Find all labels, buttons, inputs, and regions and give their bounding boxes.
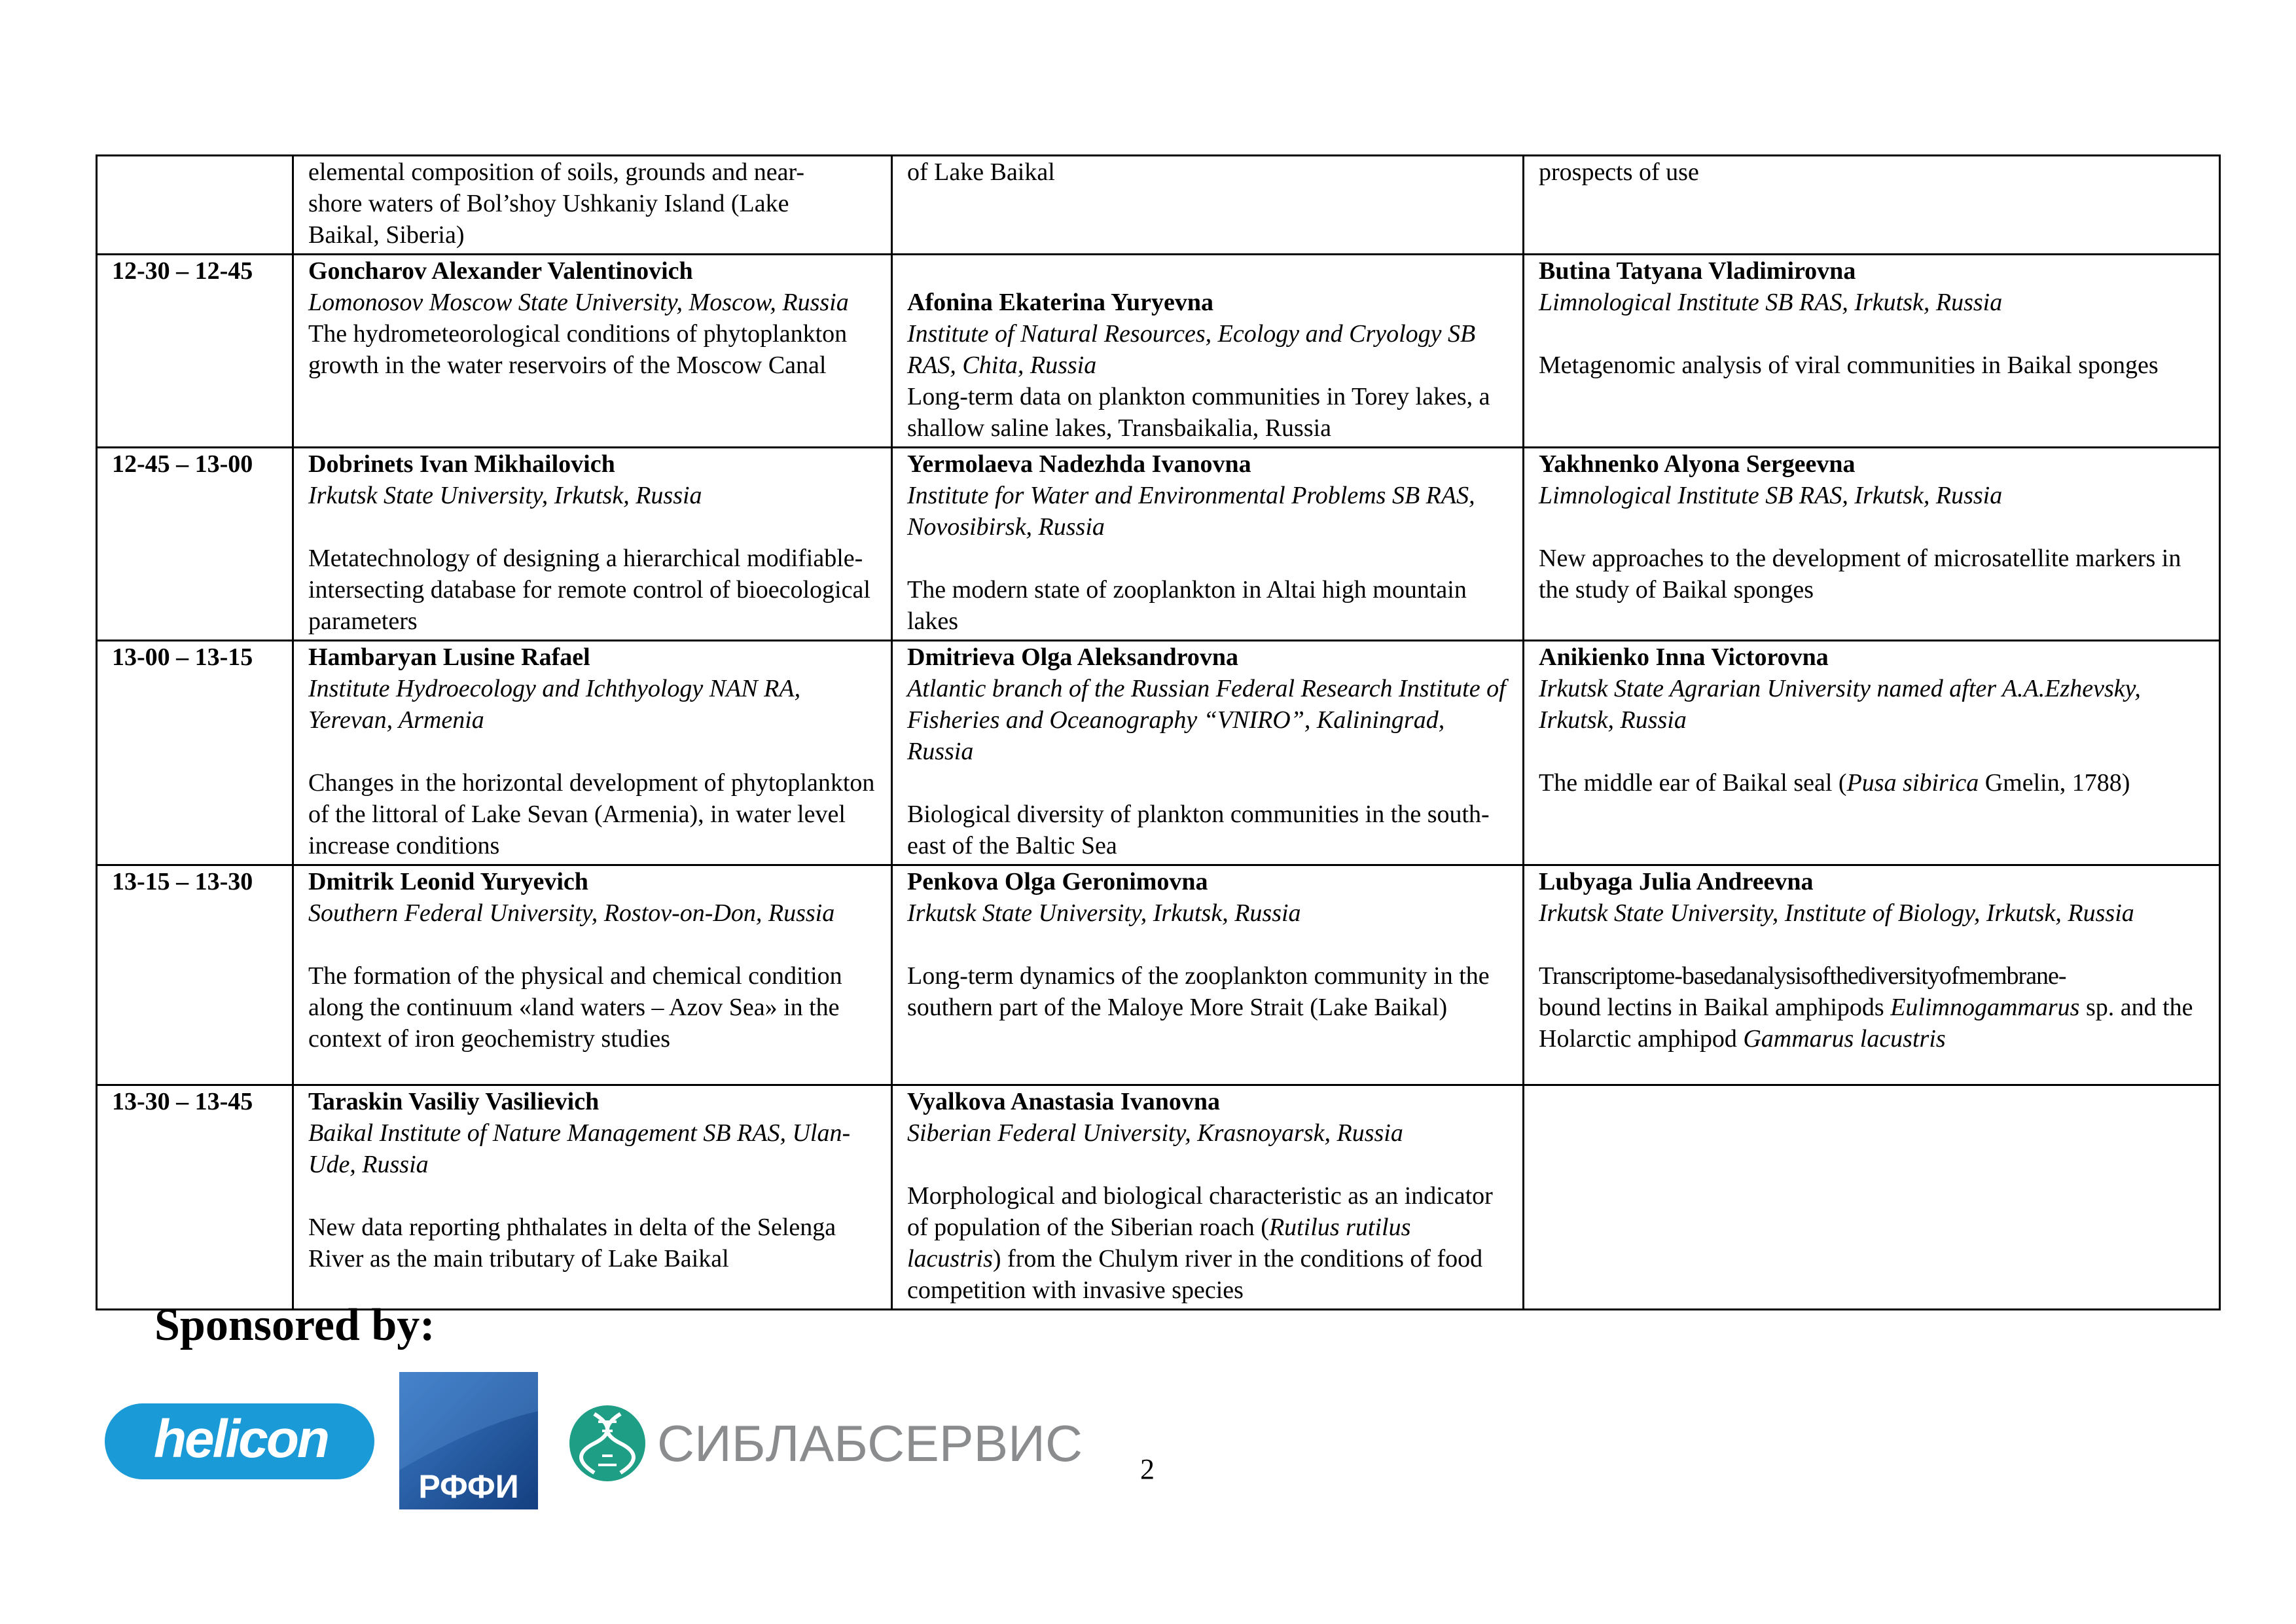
session-cell (892, 1085, 1524, 1310)
talk-title-line: shore waters of Bol’shoy Ushkaniy Island (Lake (308, 190, 789, 217)
session-cell (892, 448, 1524, 641)
author-name: Taraskin Vasiliy Vasilievich (308, 1088, 600, 1115)
session-cell (293, 255, 892, 448)
session-cell (293, 1085, 892, 1310)
talk-title: New approaches to the development of microsatellite markers in the study of Baikal sponges (1539, 545, 2181, 604)
session-cell (293, 156, 892, 255)
time-cell: 13-30 – 13-45 (97, 1085, 293, 1310)
author-affiliation: Lomonosov Moscow State University, Moscow, Russia (308, 289, 849, 316)
session-cell (293, 448, 892, 641)
siblabservice-logo-text: СИБЛАБСЕРВИС (657, 1415, 1083, 1472)
table-row (97, 641, 2220, 865)
author-name: Goncharov Alexander Valentinovich (308, 257, 693, 285)
session-cell (1524, 865, 2220, 1085)
author-name: Penkova Olga Geronimovna (907, 868, 1208, 895)
talk-title-line: elemental composition of soils, grounds and near- (308, 158, 805, 186)
talk-title: The middle ear of Baikal seal (Pusa sibirica Gmelin, 1788) (1539, 769, 2130, 797)
author-affiliation: Irkutsk State University, Irkutsk, Russia (907, 899, 1301, 927)
author-affiliation: Institute Hydroecology and Ichthyology NAN RA, Yerevan, Armenia (308, 675, 801, 734)
author-name: Vyalkova Anastasia Ivanovna (907, 1088, 1220, 1115)
author-name: Butina Tatyana Vladimirovna (1539, 257, 1856, 285)
session-cell (293, 641, 892, 865)
time-cell: 12-45 – 13-00 (97, 448, 293, 641)
table-row (97, 255, 2220, 448)
author-affiliation: Irkutsk State University, Irkutsk, Russia (308, 482, 702, 509)
session-cell (1524, 255, 2220, 448)
author-affiliation: Limnological Institute SB RAS, Irkutsk, Russia (1539, 482, 2003, 509)
table-row (97, 448, 2220, 641)
talk-title-line: prospects of use (1539, 158, 1699, 186)
helicon-logo (103, 1401, 376, 1482)
author-affiliation: Baikal Institute of Nature Management SB RAS, Ulan-Ude, Russia (308, 1119, 851, 1178)
author-affiliation: Siberian Federal University, Krasnoyarsk, Russia (907, 1119, 1403, 1147)
time-cell (97, 156, 293, 255)
species-name: Pusa sibirica (1846, 769, 1979, 797)
sponsored-by-heading: Sponsored by: (154, 1300, 435, 1350)
talk-title: New data reporting phthalates in delta of the Selenga River as the main tributary of Lake Baikal (308, 1214, 836, 1272)
session-cell (1524, 156, 2220, 255)
author-affiliation: Irkutsk State Agrarian University named after A.A.Ezhevsky, Irkutsk, Russia (1539, 675, 2141, 734)
table-row (97, 865, 2220, 1085)
author-name: Dmitrik Leonid Yuryevich (308, 868, 588, 895)
session-cell (892, 255, 1524, 448)
talk-title: Transcriptome-basedanalysisofthediversityofmembrane- bound lectins in Baikal amphipods Eulimnogammarus sp. and the Holarctic amphipod Gammarus lacustris (1539, 962, 2193, 1053)
session-cell (1524, 641, 2220, 865)
session-cell (1524, 448, 2220, 641)
dna-icon (569, 1405, 645, 1481)
session-cell (892, 641, 1524, 865)
session-cell-empty (1524, 1085, 2220, 1310)
species-name: Eulimnogammarus (1890, 994, 2080, 1021)
time-cell: 13-00 – 13-15 (97, 641, 293, 865)
author-name: Lubyaga Julia Andreevna (1539, 868, 1814, 895)
author-name: Yermolaeva Nadezhda Ivanovna (907, 450, 1251, 478)
rffi-logo (399, 1372, 538, 1509)
talk-title: The modern state of zooplankton in Altai high mountain lakes (907, 576, 1467, 635)
table-row (97, 1085, 2220, 1310)
author-affiliation: Southern Federal University, Rostov-on-Don, Russia (308, 899, 835, 927)
time-cell: 13-15 – 13-30 (97, 865, 293, 1085)
talk-title: Long-term dynamics of the zooplankton community in the southern part of the Maloye More Strait (Lake Baikal) (907, 962, 1490, 1021)
author-affiliation: Atlantic branch of the Russian Federal Research Institute of Fisheries and Oceanography “VNIRO”, Kaliningrad, Russia (907, 675, 1506, 765)
session-cell (293, 865, 892, 1085)
talk-title: Morphological and biological characteristic as an indicator of population of the Siberian roach (Rutilus rutilus lacustris) from the Chulym river in the conditions of food competition with invasive species (907, 1182, 1493, 1304)
species-name: Gammarus lacustris (1743, 1025, 1946, 1053)
author-affiliation: Institute for Water and Environmental Problems SB RAS, Novosibirsk, Russia (907, 482, 1475, 541)
author-name: Anikienko Inna Victorovna (1539, 643, 1829, 671)
table-row (97, 156, 2220, 255)
author-affiliation: Institute of Natural Resources, Ecology and Cryology SB RAS, Chita, Russia (907, 320, 1476, 379)
author-affiliation: Irkutsk State University, Institute of Biology, Irkutsk, Russia (1539, 899, 2134, 927)
page-number: 2 (1140, 1453, 1155, 1485)
talk-title: Long-term data on plankton communities in Torey lakes, a shallow saline lakes, Transbaikalia, Russia (907, 383, 1490, 442)
talk-title-line: Baikal, Siberia) (308, 221, 465, 249)
author-name: Afonina Ekaterina Yuryevna (907, 289, 1214, 316)
author-name: Dmitrieva Olga Aleksandrovna (907, 643, 1238, 671)
talk-title: Biological diversity of plankton communities in the south- east of the Baltic Sea (907, 801, 1490, 859)
author-affiliation: Limnological Institute SB RAS, Irkutsk, Russia (1539, 289, 2003, 316)
talk-title: Changes in the horizontal development of phytoplankton of the littoral of Lake Sevan (Armenia), in water level increase conditions (308, 769, 875, 859)
talk-title: Metatechnology of designing a hierarchical modifiable- intersecting database for remote control of bioecological parameters (308, 545, 870, 635)
session-cell (892, 865, 1524, 1085)
time-cell: 12-30 – 12-45 (97, 255, 293, 448)
talk-title: The hydrometeorological conditions of phytoplankton growth in the water reservoirs of the Moscow Canal (308, 320, 848, 379)
species-name: Rutilus rutilus lacustris (907, 1214, 1411, 1272)
talk-title: Metagenomic analysis of viral communities in Baikal sponges (1539, 352, 2159, 379)
siblabservice-logo (568, 1401, 1092, 1486)
author-name: Hambaryan Lusine Rafael (308, 643, 590, 671)
talk-title: The formation of the physical and chemical condition along the continuum «land waters – Azov Sea» in the context of iron geochemistry studies (308, 962, 842, 1053)
talk-title-line: of Lake Baikal (907, 158, 1055, 186)
session-cell (892, 156, 1524, 255)
author-name: Yakhnenko Alyona Sergeevna (1539, 450, 1856, 478)
schedule-table (96, 154, 2221, 1310)
rffi-logo-text: РФФИ (418, 1468, 519, 1505)
helicon-logo-text: helicon (153, 1409, 329, 1469)
author-name: Dobrinets Ivan Mikhailovich (308, 450, 615, 478)
